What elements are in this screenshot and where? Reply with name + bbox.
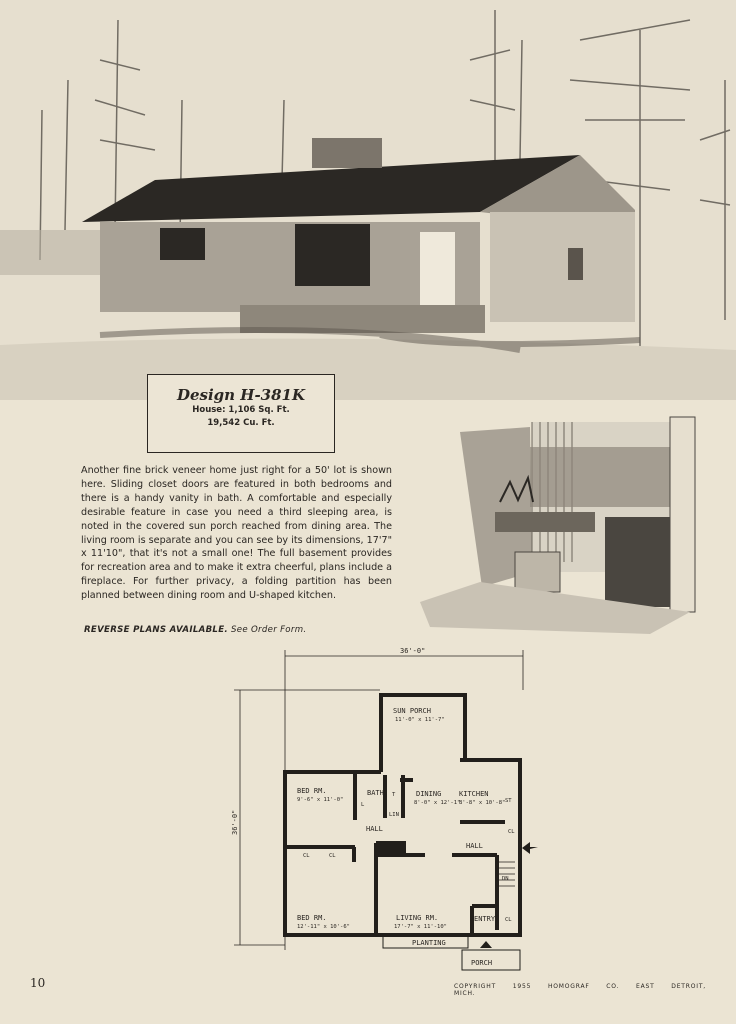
house-exterior-illustration	[0, 0, 736, 400]
house-area: House: 1,106 Sq. Ft.	[192, 405, 290, 415]
walls	[285, 695, 520, 935]
design-description: Another fine brick veneer home just right for a 50' lot is shown here. Sliding closet doors are featured in both bedrooms and there is a handy vanity in bath. A comfortable and especially desirable feature in case you need a third sleeping area, is noted in the covered sun porch reached from dining area. The living room is separate and you can see by its dimensions, 17'7" x 11'10", that it's not a small one! The full basement provides for recreation area and to make it extra cheerful, plans include a fireplace. For further privacy, a folding partition has been planned between dining room and U-shaped kitchen.	[81, 465, 393, 602]
reverse-plans-bold: REVERSE PLANS AVAILABLE.	[84, 625, 228, 635]
kitchen-closet-label: CL	[508, 829, 515, 835]
storage-label: ST	[505, 798, 512, 804]
room-entry: ENTRY	[474, 915, 496, 923]
stair-down-label: DN	[502, 876, 509, 882]
reverse-plans-rest: See Order Form.	[231, 625, 307, 635]
bedroom-1-dim: 9'-6" x 11'-0"	[297, 797, 344, 803]
room-sun-porch: SUN PORCH	[393, 707, 431, 715]
page-number: 10	[30, 976, 46, 990]
width-dimension: 36'-0"	[400, 647, 426, 655]
hall-2: HALL	[466, 842, 483, 850]
entry-arrow-icon	[480, 941, 492, 953]
room-bedroom-1: BED RM.	[297, 787, 327, 795]
room-living: LIVING RM.	[396, 914, 439, 922]
room-porch: PORCH	[471, 959, 493, 967]
publisher-text: HOMOGRAF CO.	[547, 983, 620, 990]
stairs	[497, 862, 515, 886]
closet-1-label: CL	[303, 853, 310, 859]
room-kitchen: KITCHEN	[459, 790, 489, 798]
room-dining: DINING	[416, 790, 442, 798]
closet-2-label: CL	[329, 853, 336, 859]
reverse-plans-note	[84, 625, 306, 635]
room-bath: BATH	[367, 789, 384, 797]
depth-dimension: 36'-0"	[231, 809, 239, 835]
living-dim: 17'-7" x 11'-10"	[394, 924, 447, 930]
lav-label: L	[361, 802, 365, 808]
design-title: Design H-381K	[176, 386, 306, 404]
location-text: EAST DETROIT, MICH.	[454, 983, 707, 997]
design-title-box	[147, 374, 335, 453]
sun-porch-dim: 11'-0" x 11'-7"	[395, 717, 445, 723]
copyright-text: COPYRIGHT 1955	[454, 983, 532, 990]
kitchen-interior-illustration	[420, 412, 736, 634]
kitchen-dim: 8'-8" x 10'-8"	[459, 800, 506, 806]
room-bedroom-2: BED RM.	[297, 914, 327, 922]
side-entry-arrow-icon	[522, 842, 538, 854]
footer-copyright	[454, 983, 736, 997]
planting-label: PLANTING	[412, 939, 446, 947]
toilet-label: T	[392, 792, 396, 798]
fireplace	[376, 841, 406, 855]
floor-plan	[225, 640, 555, 975]
linen-label: LIN	[389, 812, 399, 818]
bedroom-2-dim: 12'-11" x 10'-6"	[297, 924, 350, 930]
entry-closet-label: CL	[505, 917, 512, 923]
house-volume: 19,542 Cu. Ft.	[207, 418, 275, 428]
dining-dim: 8'-0" x 12'-1"	[414, 800, 461, 806]
hall-1: HALL	[366, 825, 383, 833]
